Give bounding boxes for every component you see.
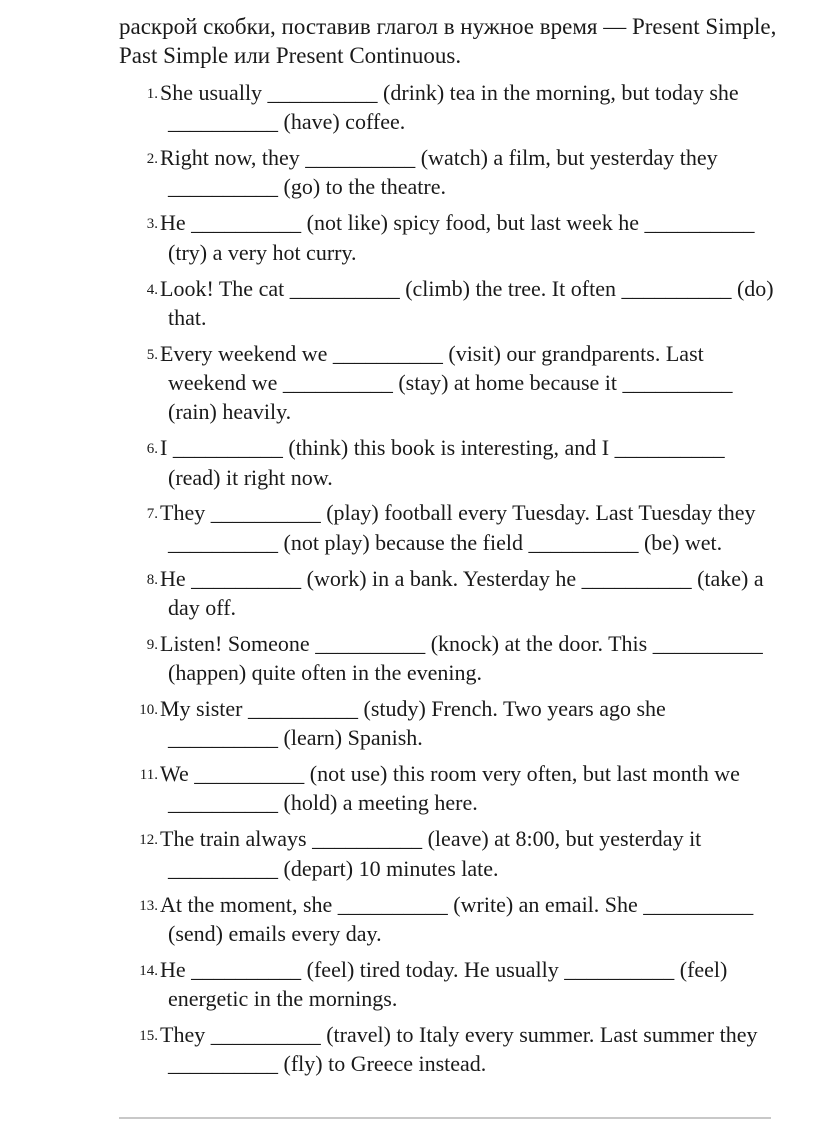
exercise-item-13 bbox=[0, 890, 828, 949]
instructions-text: раскрой скобки, поставив глагол в нужное время — Present Simple, Past Simple или Present Continuous. bbox=[119, 14, 777, 68]
exercise-sentence: Listen! Someone __________ (knock) at the door. This __________ (happen) quite often in the evening. bbox=[160, 630, 763, 686]
exercise-item-2 bbox=[0, 143, 828, 202]
exercise-number: 6. bbox=[146, 441, 158, 458]
exercise-item-9 bbox=[0, 629, 828, 688]
exercise-sentence: At the moment, she __________ (write) an email. She __________ (send) emails every day. bbox=[160, 891, 754, 946]
exercise-item-4 bbox=[0, 274, 828, 333]
exercise-item-3 bbox=[0, 208, 828, 267]
exercise-sentence: They __________ (play) football every Tuesday. Last Tuesday they __________ (not play) because the field __________ (be) wet. bbox=[160, 500, 756, 555]
exercise-item-12 bbox=[0, 824, 828, 883]
exercise-sentence: Look! The cat __________ (climb) the tree. It often __________ (do) that. bbox=[160, 275, 774, 330]
exercise-item-7 bbox=[0, 498, 828, 557]
exercise-sentence: He __________ (work) in a bank. Yesterday he __________ (take) a day off. bbox=[160, 565, 764, 620]
exercise-number: 11. bbox=[139, 767, 158, 784]
bottom-divider bbox=[119, 1117, 771, 1119]
exercise-number: 1. bbox=[146, 86, 158, 102]
exercise-number: 8. bbox=[146, 571, 158, 588]
exercise-sentence: My sister __________ (study) French. Two years ago she __________ (learn) Spanish. bbox=[160, 695, 666, 751]
exercise-item-5 bbox=[0, 339, 828, 427]
exercise-sentence: They __________ (travel) to Italy every summer. Last summer they __________ (fly) to Greece instead. bbox=[160, 1021, 758, 1077]
exercise-item-11 bbox=[0, 759, 828, 818]
exercise-number: 5. bbox=[146, 346, 158, 363]
exercise-sentence: I __________ (think) this book is interesting, and I __________ (read) it right now. bbox=[160, 435, 725, 490]
exercise-sentence: We __________ (not use) this room very often, but last month we __________ (hold) a meeting here. bbox=[160, 761, 740, 816]
exercise-number: 3. bbox=[146, 216, 158, 233]
exercise-sentence: The train always __________ (leave) at 8:00, but yesterday it __________ (depart) 10 minutes late. bbox=[160, 826, 702, 881]
exercise-sentence: She usually __________ (drink) tea in the morning, but today she __________ (have) coffee. bbox=[160, 80, 739, 135]
exercise-number: 12. bbox=[139, 832, 158, 849]
exercise-sentence: Right now, they __________ (watch) a film, but yesterday they __________ (go) to the theatre. bbox=[160, 145, 718, 200]
exercise-item-6 bbox=[0, 433, 828, 492]
exercise-item-8 bbox=[0, 564, 828, 623]
exercise-number: 10. bbox=[139, 701, 158, 718]
exercise-item-1 bbox=[0, 78, 828, 137]
exercise-number: 13. bbox=[139, 897, 158, 914]
exercise-number: 2. bbox=[146, 151, 158, 168]
exercise-number: 15. bbox=[139, 1027, 158, 1044]
exercise-number: 9. bbox=[146, 636, 158, 653]
exercise-sentence: He __________ (feel) tired today. He usually __________ (feel) energetic in the mornings. bbox=[160, 956, 728, 1012]
exercise-item-14 bbox=[0, 955, 828, 1014]
exercise-item-15 bbox=[0, 1020, 828, 1079]
exercise-item-10 bbox=[0, 694, 828, 753]
exercise-number: 14. bbox=[139, 962, 158, 979]
exercise-sentence: Every weekend we __________ (visit) our grandparents. Last weekend we __________ (stay) at home because it __________ (rain) heavily. bbox=[160, 340, 733, 425]
exercise-sentence: He __________ (not like) spicy food, but last week he __________ (try) a very hot curry. bbox=[160, 210, 755, 265]
exercise-list bbox=[0, 78, 828, 1085]
exercise-number: 4. bbox=[146, 281, 158, 298]
exercise-number: 7. bbox=[146, 506, 158, 523]
